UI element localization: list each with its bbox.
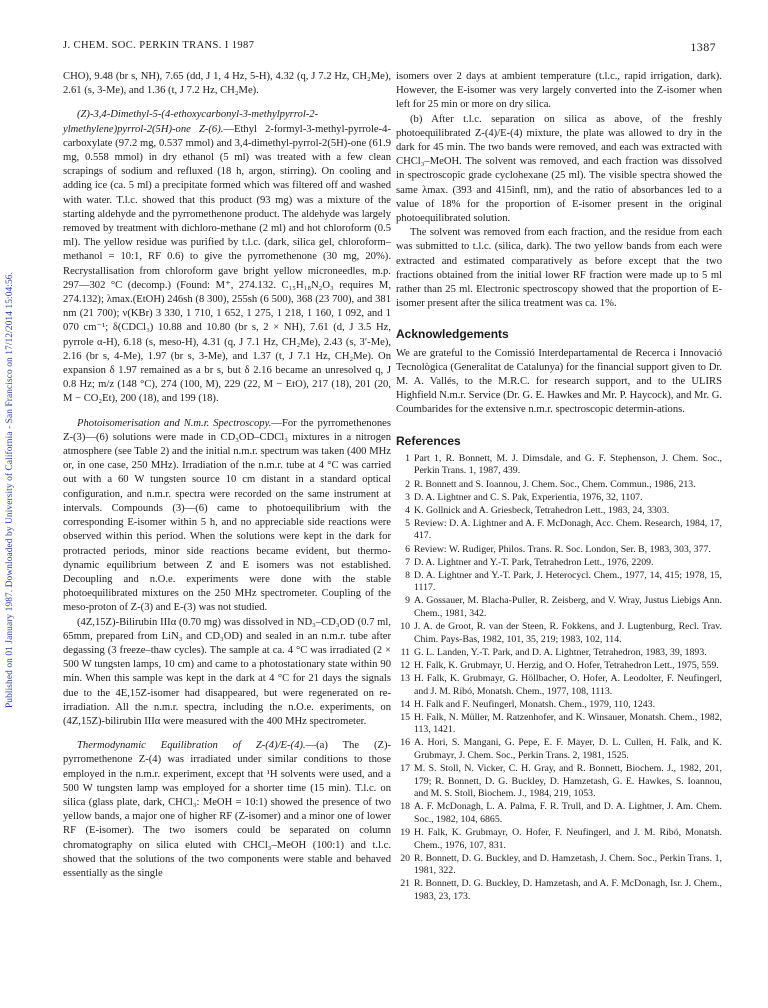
reference-item bbox=[396, 570, 722, 595]
section-title-thermodynamic: Thermodynamic Equilibration of Z-(4)/E-(4). bbox=[77, 740, 306, 752]
reference-number: 18 bbox=[400, 801, 410, 813]
reference-number: 17 bbox=[400, 763, 410, 775]
reference-text: R. Bonnett and S. Ioannou, J. Chem. Soc., Chem. Commun., 1986, 213. bbox=[414, 478, 696, 490]
reference-item bbox=[396, 737, 722, 762]
reference-number: 1 bbox=[405, 452, 410, 464]
paragraph-synthesis bbox=[63, 108, 391, 406]
reference-item bbox=[396, 518, 722, 543]
reference-text: A. Hori, S. Mangani, G. Pepe, E. F. Mayer, D. L. Cullen, H. Falk, and K. Grubmayr, J. Chem. Soc., Perkin Trans. 2, 1981, 1525. bbox=[414, 737, 722, 762]
reference-item bbox=[396, 557, 722, 570]
reference-number: 6 bbox=[405, 543, 410, 555]
paragraph-isomers: isomers over 2 days at ambient temperature (t.l.c., rapid irrigation, dark). However, the E-isomer was very largely converted into the Z-isomer when left for 25 min or more on dry silica. bbox=[396, 71, 722, 111]
reference-number: 14 bbox=[400, 698, 410, 710]
reference-item bbox=[396, 712, 722, 737]
reference-number: 13 bbox=[400, 672, 410, 684]
reference-number: 11 bbox=[400, 646, 410, 658]
reference-text: A. F. McDonagh, L. A. Palma, F. R. Trull, and D. A. Lightner, J. Am. Chem. Soc., 1982, 104, 6865. bbox=[414, 801, 722, 825]
reference-item bbox=[396, 505, 722, 518]
paragraph-photoisomerisation bbox=[63, 417, 391, 616]
reference-number: 16 bbox=[400, 737, 410, 749]
reference-text: G. L. Landen, Y.-T. Park, and D. A. Lightner, Tetrahedron, 1983, 39, 1893. bbox=[414, 646, 707, 658]
reference-item bbox=[396, 595, 722, 620]
thermodynamic-text: —(a) The (Z)-pyrromethenone Z-(4) was irradiated under similar conditions to those employed in the n.m.r. experiment, except that ¹H solvents were used, and a 500 W tungsten lamp was employed for a shorter time (15 min). T.l.c. on silica (glass plate, dark, CHCl₃: MeOH = 10:1) showed the presence of two yellow bands, a major one of higher RF (Z-isomer) and a minor one of lower RF (E-isomer). The two isomers could be separated on column chromatography on silica eluted with CHCl₃–MeOH (100:1) and t.l.c. showed that the solutions of the two components were stable and behaved essentially as the single bbox=[63, 740, 391, 879]
reference-number: 9 bbox=[405, 595, 410, 607]
reference-item bbox=[396, 492, 722, 505]
reference-text: Review: W. Rudiger, Philos. Trans. R. Soc. London, Ser. B, 1983, 303, 377. bbox=[414, 543, 711, 555]
reference-number: 2 bbox=[405, 478, 410, 490]
download-notice-sidebar[interactable] bbox=[2, 130, 18, 850]
reference-number: 5 bbox=[405, 517, 410, 529]
reference-number: 10 bbox=[400, 621, 410, 633]
reference-item bbox=[396, 660, 722, 673]
right-column bbox=[396, 70, 722, 904]
reference-number: 4 bbox=[405, 504, 410, 516]
reference-text: K. Gollnick and A. Griesbeck, Tetrahedron Lett., 1983, 24, 3303. bbox=[414, 504, 670, 516]
paragraph-thermodynamic bbox=[63, 739, 391, 881]
reference-number: 19 bbox=[400, 827, 410, 839]
reference-item bbox=[396, 544, 722, 557]
reference-item bbox=[396, 647, 722, 660]
reference-text: Review: D. A. Lightner and A. F. McDonagh, Acc. Chem. Research, 1984, 17, 417. bbox=[414, 517, 722, 542]
photoisomerisation-text: —For the pyrromethenones Z-(3)—(6) solutions were made in CD₃OD–CDCl₃ mixtures in a nitrogen atmosphere (see Table 2) and the initial n.m.r. spectrum was taken (400 MHz or, in one case, 250 MHz). Irradiation of the n.m.r. tube at 4 °C was carried out with a 60 W tungsten source 10 cm distant in a standard optical configuration, and n.m.r. spectra were recorded on the same instrument at intervals. Compounds (3)—(6) came to photoequilibrium with the corresponding E-isomer within 5 h, and no appreciable side reactions were observed within this period. When the solutions were kept in the dark for protracted periods, minor side reactions became evident, but thermo-dynamic equilibrium between Z and E isomers was not established. Decoupling and n.O.e. experiments were done with the stable photoequilibrated mixtures on the 250 MHz spectrometer. Coupling of the meso-proton of Z-(3) and E-(3) was not studied. bbox=[63, 417, 391, 614]
reference-text: H. Falk, N. Müller, M. Ratzenhofer, and K. Winsauer, Monatsh. Chem., 1982, 113, 1421. bbox=[414, 711, 722, 736]
paragraph-bilirubin: (4Z,15Z)-Bilirubin IIIα (0.70 mg) was dissolved in ND₃–CD₃OD (0.7 ml, 65mm, prepared from LiN₃ and CD₃OD) and sealed in an n.m.r. tube after degassing (3 freeze–thaw cycles). The sample at ca. 4 °C was irradiated (2 × 500 W tungsten lamps, 10 cm) and came to a photostationary state within 90 min. When this sample was kept in the dark at 4 °C for 21 days the signals due to the 4E,15Z-isomer had disappeared, but were regenerated on re-irradiation. All the n.m.r. spectra, including the n.O.e. experiments, on (4Z,15Z)-bilirubin IIIα were measured with the 400 MHz spectrometer. bbox=[63, 616, 391, 727]
compound-title: (Z)-3,4-Dimethyl-5-(4-ethoxycarbonyl-3-methylpyrrol-2-ylmethylene)pyrrol-2(5H)-one Z-(6). bbox=[63, 109, 319, 135]
reference-text: H. Falk and F. Neufingerl, Monatsh. Chem., 1979, 110, 1243. bbox=[414, 698, 656, 710]
section-title-photoisomerisation: Photoisomerisation and N.m.r. Spectroscopy. bbox=[77, 417, 272, 429]
reference-number: 8 bbox=[405, 569, 410, 581]
reference-item bbox=[396, 621, 722, 646]
reference-number: 12 bbox=[400, 659, 410, 671]
reference-item bbox=[396, 853, 722, 878]
paragraph-nmr-data-tail: CHO), 9.48 (br s, NH), 7.65 (dd, J 1, 4 Hz, 5-H), 4.32 (q, J 7.2 Hz, CH₂Me), 2.61 (s, 3-Me), and 1.36 (t, J 7.2 Hz, CH₂Me). bbox=[63, 71, 391, 97]
reference-text: H. Falk, K. Grubmayr, O. Hofer, F. Neufingerl, and J. M. Ribó, Monatsh. Chem., 1976, 107, 831. bbox=[414, 827, 722, 851]
reference-item bbox=[396, 827, 722, 852]
acknowledgements-heading: Acknowledgements bbox=[396, 327, 509, 342]
reference-text: D. A. Lightner and Y.-T. Park, Tetrahedron Lett., 1976, 2209. bbox=[414, 556, 654, 568]
paragraph-tlc-separation: (b) After t.l.c. separation on silica as above, of the freshly photoequilibrated Z-(4)/E-(4) mixture, the plate was allowed to dry in the dark for 45 min. The two bands were removed, and each was extracted with CHCl₃–MeOH. The solvent was removed, and each fraction was dissolved in spectroscopic grade cyclohexane (25 ml). The visible spectra showed the same λmax. (393 and 415infl, nm), and the ratio of absorbances led to a value of 18% for the proportion of E-isomer present in the original photoequilibrated solution. bbox=[396, 113, 722, 225]
reference-item bbox=[396, 673, 722, 698]
references-list bbox=[396, 453, 722, 904]
left-column bbox=[63, 70, 391, 881]
reference-number: 7 bbox=[405, 556, 410, 568]
running-head: J. CHEM. SOC. PERKIN TRANS. I 1987 bbox=[63, 40, 255, 51]
synthesis-text: —Ethyl 2-formyl-3-methyl-pyrrole-4-carboxylate (97.2 mg, 0.537 mmol) and 3,4-dimethyl-pyrrol-2(5H)-one (61.9 mg, 0.558 mmol) in dry ethanol (5 ml) was treated with a few clean scrapings of sodium and refluxed (18 h, argon, stirring). On cooling and adding ice (ca. 5 ml) a precipitate formed which was filtered off and washed with water. T.l.c. showed that this product (93 mg) was a mixture of the starting aldehyde and the pyrromethenone product. The aldehyde was largely removed by treatment with dichloro-methane (2 ml) and hot chloroform (0.5 ml). The yellow residue was purified by t.l.c. (dark, silica gel, chloroform–methanol = 10:1, RF 0.6) to give the pyrromethenone (30 mg, 20%). Recrystallisation from chloroform gave bright yellow microneedles, m.p. 297—302 °C (decomp.) (Found: M⁺, 274.132. C₁₅H₁₈N₂O₃ requires M, 274.132); λmax.(EtOH) 246sh (8 300), 255sh (6 500), 368 (23 700), and 381 nm (21 700); ν(KBr) 3 330, 1 710, 1 652, 1 275, 1 218, 1 160, 1 092, and 1 070 cm⁻¹; δ(CDCl₃) 10.88 and 10.80 (br s, 2 × NH), 7.61 (d, J 3.5 Hz, pyrrole α-H), 6.18 (s, meso-H), 4.31 (q, J 7.1 Hz, CH₂Me), 2.43 (s, 3′-Me), 2.16 (br s, 4-Me), 1.97 (br s, 3-Me), and 1.37 (t, J 7.1 Hz, CH₂Me). On expansion δ 1.97 remained as a br s, but δ 2.16 became an unresolved q, J 0.8 Hz; m/z (148 °C), 274 (100, M), 229 (22, M − EtO), 217 (18), 201 (20, M − CO₂Et), 200 (18), and 199 (18). bbox=[63, 123, 391, 405]
reference-text: J. A. de Groot, R. van der Steen, R. Fokkens, and J. Lugtenburg, Recl. Trav. Chim. Pays-Bas, 1982, 101, 35, 219; 1983, 102, 114. bbox=[414, 621, 722, 645]
reference-item bbox=[396, 801, 722, 826]
acknowledgements-text: We are grateful to the Comissió Interdepartamental de Recerca i Innovació Tecnològica (Generalitat de Catalunya) for the financial support given to Dr. M. A. Vallés, to the M.R.C. for research support, and to the ULIRS Highfield N.m.r. Service (Dr. G. E. Hawkes and Mr. P. Haycock), and Mr. G. Coumbarides for the extensive n.m.r. spectroscopic determin-ations. bbox=[396, 347, 722, 416]
reference-text: R. Bonnett, D. G. Buckley, D. Hamzetash, and A. F. McDonagh, Isr. J. Chem., 1983, 23, 173. bbox=[414, 878, 722, 903]
reference-text: H. Falk, K. Grubmayr, G. Höllbacher, O. Hofer, A. Leodolter, F. Neufingerl, and J. M. Ribó, Monatsh. Chem., 1977, 108, 1113. bbox=[414, 672, 722, 697]
reference-item bbox=[396, 453, 722, 478]
reference-text: D. A. Lightner and C. S. Pak, Experientia, 1976, 32, 1107. bbox=[414, 491, 643, 503]
reference-number: 20 bbox=[400, 852, 410, 864]
reference-text: R. Bonnett, D. G. Buckley, and D. Hamzetash, J. Chem. Soc., Perkin Trans. 1, 1981, 322. bbox=[414, 852, 722, 877]
references-heading: References bbox=[396, 433, 461, 448]
reference-text: D. A. Lightner and Y.-T. Park, J. Heterocycl. Chem., 1977, 14, 415; 1978, 15, 1117. bbox=[414, 569, 722, 594]
reference-number: 3 bbox=[405, 491, 410, 503]
download-notice-text[interactable]: Published on 01 January 1987. Downloaded by University of California - San Francisco on 17/12/2014 15:04:56. bbox=[5, 271, 15, 709]
reference-text: M. S. Stoll, N. Vicker, C. H. Gray, and R. Bonnett, Biochem. J., 1982, 201, 179; R. Bonnett, D. G. Buckley, D. Hamzetash, G. E. Hawkes, S. Ioannou, and M. S. Stoll, Biochem. J., 1984, 219, 1053. bbox=[414, 763, 722, 800]
reference-text: A. Gossauer, M. Blacha-Puller, R. Zeisberg, and V. Wray, Justus Liebigs Ann. Chem., 1981, 342. bbox=[414, 595, 722, 619]
reference-item bbox=[396, 763, 722, 801]
reference-item bbox=[396, 699, 722, 712]
reference-number: 15 bbox=[400, 711, 410, 723]
page-number: 1387 bbox=[690, 40, 716, 54]
paragraph-solvent-removal: The solvent was removed from each fraction, and the residue from each was submitted to t.l.c. (silica, dark). The two yellow bands from each were extracted and estimated comparatively as before except that the two fractions obtained from the initial lower RF fraction were made up to 5 ml rather than 25 ml. Electronic spectroscopy showed that the proportion of E-isomer present after the silica treatment was ca. 1%. bbox=[396, 227, 722, 310]
reference-number: 21 bbox=[400, 878, 410, 890]
reference-text: Part 1, R. Bonnett, M. J. Dimsdale, and G. F. Stephenson, J. Chem. Soc., Perkin Trans. 1, 1987, 439. bbox=[414, 452, 722, 477]
reference-text: H. Falk, K. Grubmayr, U. Herzig, and O. Hofer, Tetrahedron Lett., 1975, 559. bbox=[414, 659, 719, 671]
reference-item bbox=[396, 479, 722, 492]
reference-item bbox=[396, 878, 722, 903]
